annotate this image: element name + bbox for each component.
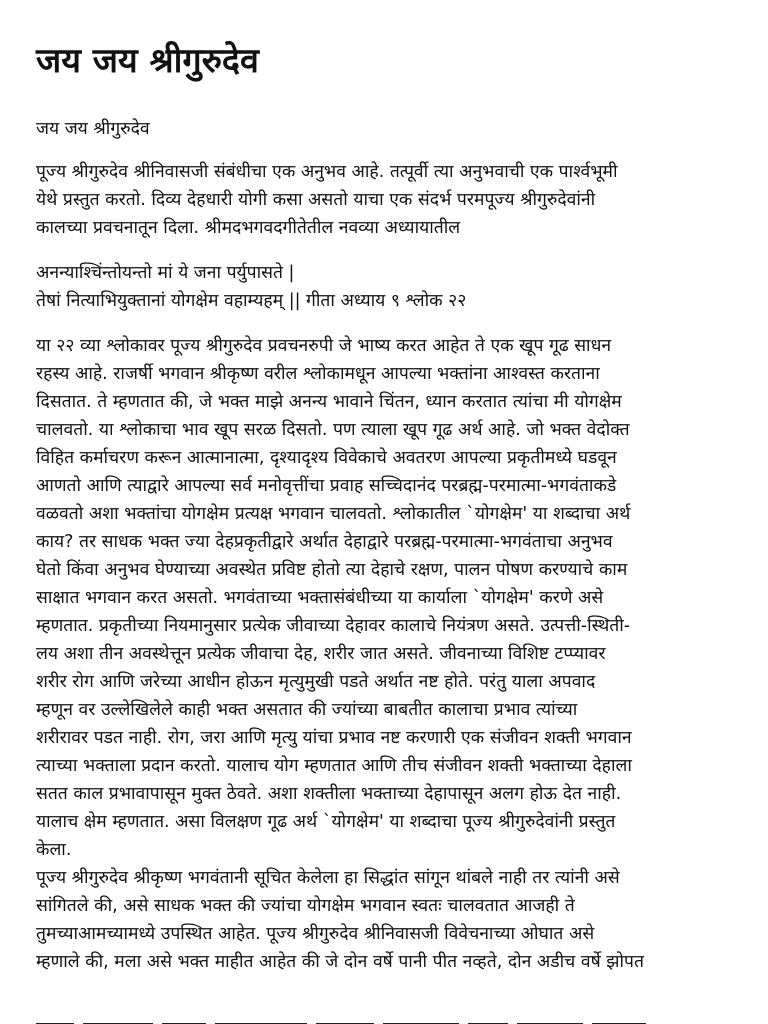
text-line: घेतो किंवा अनुभव घेण्याच्या अवस्थेत प्रविष्ट होतो त्या देहाचे रक्षण, पालन पोषण करण्याचे काम [36, 560, 628, 580]
page-title: जय जय श्रीगुरुदेव [36, 41, 259, 81]
cut-off-next-line [36, 1014, 736, 1024]
text-line: शरीरावर पडत नाही. रोग, जरा आणि मृत्यु यांचा प्रभाव नष्ट करणारी एक संजीवन शक्ती भगवान [36, 728, 632, 748]
text-line: त्याच्या भक्ताला प्रदान करतो. यालाच योग म्हणतात आणि तीच संजीवन शक्ती भक्ताच्या देहाला [36, 756, 632, 776]
text-line: वळवतो अशा भक्तांचा योगक्षेम प्रत्यक्ष भगवान चालवतो. श्लोकातील `योगक्षेम' या शब्दाचा अर्थ [36, 504, 631, 524]
body-paragraph [36, 332, 736, 976]
verse-line: तेषां नित्याभियुक्तानां योगक्षेम वहाम्यहम् || गीता अध्याय ९ श्लोक २२ [36, 291, 467, 311]
text-line: शरीर रोग आणि जरेच्या आधीन होऊन मृत्युमुखी पडते अर्थात नष्ट होते. परंतु याला अपवाद [36, 672, 596, 692]
text-line: या २२ व्या श्लोकावर पूज्य श्रीगुरुदेव प्रवचनरुपी जे भाष्य करत आहेत ते एक खूप गूढ साधन [36, 336, 612, 356]
text-line: चालवतो. या श्लोकाचा भाव खूप सरळ दिसतो. पण त्याला खूप गूढ अर्थ आहे. जो भक्त वेदोक्त [36, 420, 630, 440]
intro-paragraph [36, 158, 736, 242]
text-line: आणतो आणि त्याद्वारे आपल्या सर्व मनोवृत्तींचा प्रवाह सच्चिदानंद परब्रह्म-परमात्मा-भगवंताकडे [36, 476, 617, 496]
text-line: म्हणतात. प्रकृतीच्या नियमानुसार प्रत्येक जीवाच्या देहावर कालाचे नियंत्रण असते. उत्पत्ती-स्थिती- [36, 616, 631, 636]
text-line: रहस्य आहे. राजर्षी भगवान श्रीकृष्ण वरील श्लोकामधून आपल्या भक्तांना आश्वस्त करताना [36, 364, 600, 384]
text-line: तुमच्याआमच्यामध्ये उपस्थित आहेत. पूज्य श्रीगुरुदेव श्रीनिवासजी विवेचनाच्या ओघात असे [36, 924, 595, 944]
text-line: यालाच क्षेम म्हणतात. असा विलक्षण गूढ अर्थ `योगक्षेम' या शब्दाचा पूज्य श्रीगुरुदेवांनी प्रस्तुत [36, 812, 616, 832]
text-line: पूज्य श्रीगुरुदेव श्रीकृष्ण भगवंतानी सूचित केलेला हा सिद्धांत सांगून थांबले नाही तर त्यांनी असे [36, 868, 620, 888]
text-line: येथे प्रस्तुत करतो. दिव्य देहधारी योगी कसा असतो याचा एक संदर्भ परमपूज्य श्रीगुरुदेवांनी [36, 190, 596, 210]
subtitle-line: जय जय श्रीगुरुदेव [36, 119, 150, 139]
text-line: कालच्या प्रवचनातून दिला. श्रीमदभगवदगीतेतील नवव्या अध्यायातील [36, 218, 461, 238]
text-line: लय अशा तीन अवस्थेत्तून प्रत्येक जीवाचा देह, शरीर जात असते. जीवनाच्या विशिष्ट टप्प्यावर [36, 644, 606, 664]
text-line: साक्षात भगवान करत असतो. भगवंताच्या भक्तासंबंधीच्या या कार्याला `योगक्षेम' करणे असे [36, 588, 604, 608]
verse-line: अनन्याश्चिंन्तोयन्तो मां ये जना पर्युपासते | [36, 263, 295, 283]
text-line: काय? तर साधक भक्त ज्या देहप्रकृतीद्वारे अर्थात देहाद्वारे परब्रह्म-परमात्मा-भगवंताचा अनुभव [36, 532, 613, 552]
text-line: पूज्य श्रीगुरुदेव श्रीनिवासजी संबंधीचा एक अनुभव आहे. तत्पूर्वी त्या अनुभवाची एक पार्श्वभूमी [36, 162, 618, 182]
text-line: दिसतात. ते म्हणतात की, जे भक्त माझे अनन्य भावाने चिंतन, ध्यान करतात त्यांचा मी योगक्षेम [36, 392, 622, 412]
text-line: म्हणून वर उल्लेखिलेले काही भक्त असतात की ज्यांच्या बाबतीत कालाचा प्रभाव त्यांच्या [36, 700, 578, 720]
verse-paragraph [36, 259, 736, 315]
subtitle-paragraph [36, 115, 736, 143]
text-line: केला. [36, 840, 72, 860]
text-line: सतत काल प्रभावापासून मुक्त ठेवते. अशा शक्तीला भक्ताच्या देहापासून अलग होऊ देत नाही. [36, 784, 622, 804]
text-line: विहित कर्माचरण करून आत्मानात्मा, दृश्यादृश्य विवेकाचे अवतरण आपल्या प्रकृतीमध्ये घडवून [36, 448, 617, 468]
text-line: सांगितले की, असे साधक भक्त की ज्यांचा योगक्षेम भगवान स्वतः चालवतात आजही ते [36, 896, 575, 916]
text-line: म्हणाले की, मला असे भक्त माहीत आहेत की जे दोन वर्षे पानी पीत नव्हते, दोन अडीच वर्षे झोपत [36, 952, 644, 972]
